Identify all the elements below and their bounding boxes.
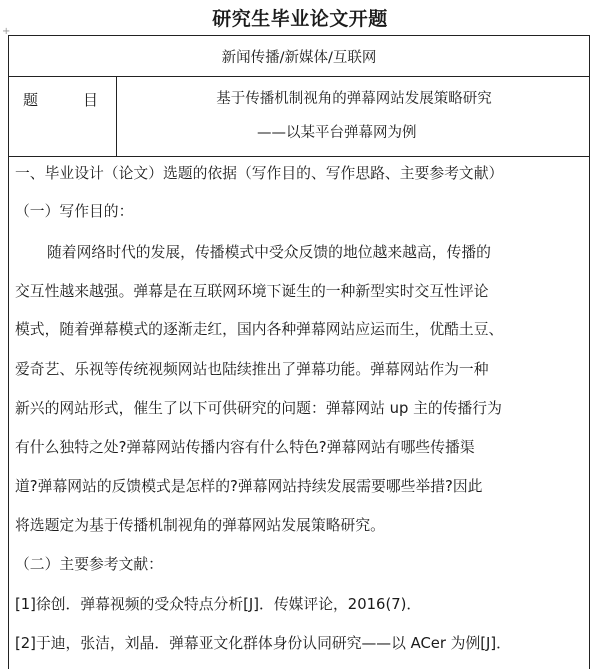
paragraph-line: 有什么独特之处?弹幕网站传播内容有什么特色?弹幕网站有哪些传播渠 bbox=[15, 439, 475, 456]
crop-mark-icon: + bbox=[2, 26, 11, 37]
paragraph-line: 道?弹幕网站的反馈模式是怎样的?弹幕网站持续发展需要哪些举措?因此 bbox=[15, 478, 483, 495]
subsection-heading-references: （二）主要参考文献： bbox=[15, 556, 163, 573]
paragraph-line: 将选题定为基于传播机制视角的弹幕网站发展策略研究。 bbox=[15, 517, 385, 534]
topic-label-char-2: 目 bbox=[83, 91, 99, 109]
topic-label-cell bbox=[9, 77, 117, 156]
subsection-heading-purpose: （一）写作目的： bbox=[15, 203, 134, 220]
reference-item: [2]于迪，张洁，刘晶．弹幕亚文化群体身份认同研究——以 ACer 为例[J]． bbox=[15, 635, 511, 652]
document-title: 研究生毕业论文开题 bbox=[212, 8, 388, 30]
paragraph-line: 随着网络时代的发展，传播模式中受众反馈的地位越来越高，传播的 bbox=[47, 244, 491, 261]
category-row bbox=[9, 36, 589, 77]
topic-title: 基于传播机制视角的弹幕网站发展策略研究 bbox=[216, 91, 492, 107]
category-text: 新闻传播/新媒体/互联网 bbox=[221, 49, 377, 66]
topic-label-char-1: 题 bbox=[23, 91, 39, 109]
paragraph-line: 新兴的网站形式，催生了以下可供研究的问题：弹幕网站 up 主的传播行为 bbox=[15, 400, 502, 417]
section-heading: 一、毕业设计（论文）选题的依据（写作目的、写作思路、主要参考文献） bbox=[15, 165, 504, 182]
paragraph-line: 爱奇艺、乐视等传统视频网站也陆续推出了弹幕功能。弹幕网站作为一种 bbox=[15, 361, 489, 378]
topic-subtitle: ——以某平台弹幕网为例 bbox=[257, 125, 417, 141]
reference-item: [1]徐创．弹幕视频的受众特点分析[J]．传媒评论，2016(7)． bbox=[15, 596, 422, 613]
proposal-table bbox=[8, 35, 590, 669]
paragraph-line: 模式，随着弹幕模式的逐渐走红，国内各种弹幕网站应运而生，优酷土豆、 bbox=[15, 321, 504, 338]
topic-row bbox=[9, 77, 589, 157]
paragraph-line: 交互性越来越强。弹幕是在互联网环境下诞生的一种新型实时交互性评论 bbox=[15, 283, 489, 300]
